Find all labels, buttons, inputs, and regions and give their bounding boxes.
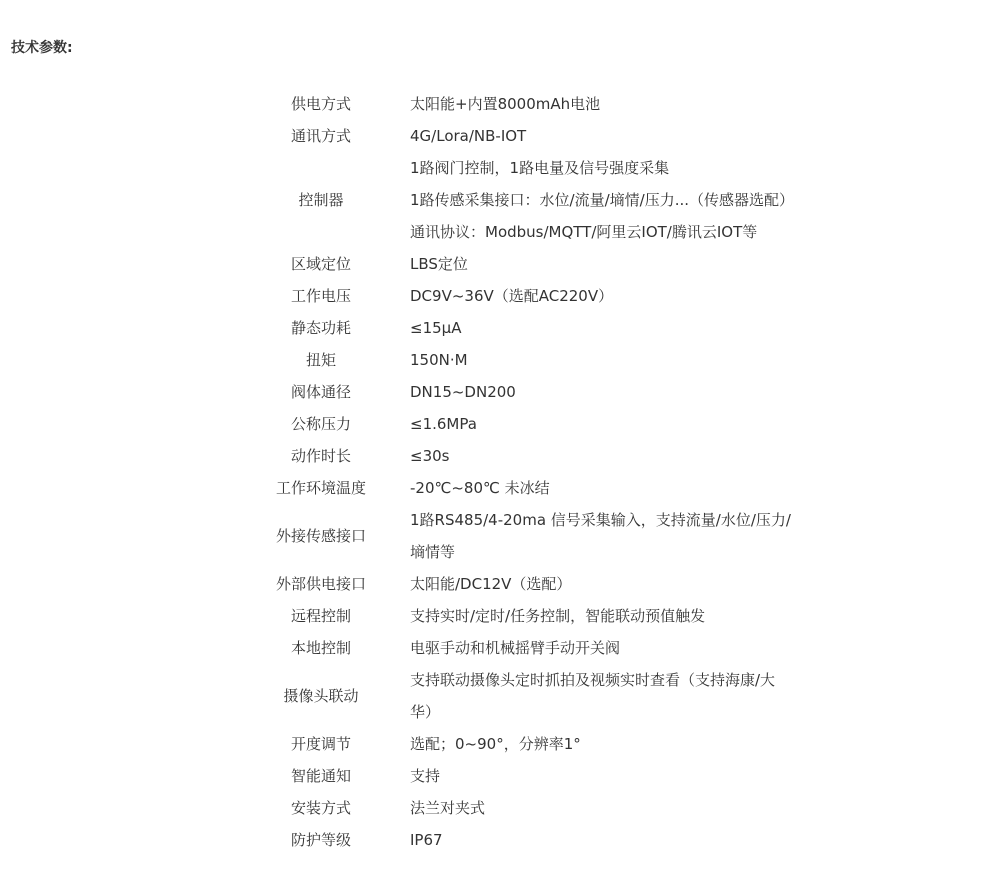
spec-row [258, 248, 833, 280]
spec-value-line: 支持 [410, 767, 441, 785]
spec-label: 区域定位 [290, 255, 351, 273]
spec-value-line: 支持实时/定时/任务控制，智能联动预值触发 [410, 607, 706, 625]
spec-value-line: 太阳能+内置8000mAh电池 [410, 95, 601, 113]
spec-label: 远程控制 [290, 607, 351, 625]
spec-label: 控制器 [298, 191, 344, 209]
spec-value [384, 760, 833, 792]
spec-row [258, 664, 833, 728]
spec-value [384, 792, 833, 824]
spec-row [258, 344, 833, 376]
spec-value-line: 通讯协议：Modbus/MQTT/阿里云IOT/腾讯云IOT等 [410, 223, 758, 241]
spec-row [258, 376, 833, 408]
spec-row [258, 152, 833, 248]
spec-value [384, 312, 833, 344]
spec-value [384, 376, 833, 408]
spec-value [384, 344, 833, 376]
spec-value-line: ≤1.6MPa [410, 415, 477, 433]
spec-value-line: 太阳能/DC12V（选配） [410, 575, 572, 593]
spec-row [258, 728, 833, 760]
spec-value [384, 120, 833, 152]
spec-label: 摄像头联动 [283, 687, 359, 705]
spec-value [384, 472, 833, 504]
spec-row [258, 472, 833, 504]
spec-value [384, 632, 833, 664]
spec-table-body [258, 88, 833, 856]
spec-label: 外接传感接口 [275, 527, 366, 545]
spec-label: 本地控制 [290, 639, 351, 657]
spec-value-line: 1路RS485/4-20ma 信号采集输入，支持流量/水位/压力/ [410, 511, 791, 529]
spec-value-line: IP67 [410, 831, 443, 849]
spec-label: 安装方式 [290, 799, 351, 817]
spec-row [258, 408, 833, 440]
spec-value-line: DN15~DN200 [410, 383, 516, 401]
spec-value [384, 408, 833, 440]
spec-row [258, 760, 833, 792]
spec-value [384, 824, 833, 856]
spec-value-line: LBS定位 [410, 255, 468, 273]
spec-label: 阀体通径 [290, 383, 351, 401]
spec-value [384, 280, 833, 312]
spec-row [258, 600, 833, 632]
spec-row [258, 312, 833, 344]
spec-label: 公称压力 [290, 415, 351, 433]
section-heading: 技术参数: [11, 40, 73, 56]
spec-value [384, 664, 833, 728]
spec-label: 扭矩 [305, 351, 336, 369]
spec-table [258, 88, 833, 856]
spec-label: 静态功耗 [290, 319, 351, 337]
spec-label: 工作电压 [290, 287, 351, 305]
spec-row [258, 440, 833, 472]
spec-label: 智能通知 [290, 767, 351, 785]
spec-value-line: 150N·M [410, 351, 468, 369]
spec-row [258, 824, 833, 856]
spec-value-line: 4G/Lora/NB-IOT [410, 127, 527, 145]
spec-value [384, 152, 833, 248]
spec-value-line: 支持联动摄像头定时抓拍及视频实时查看（支持海康/大 [410, 671, 776, 689]
spec-row [258, 280, 833, 312]
spec-value-line: DC9V~36V（选配AC220V） [410, 287, 614, 305]
spec-row [258, 504, 833, 568]
spec-label: 工作环境温度 [275, 479, 366, 497]
spec-row [258, 632, 833, 664]
spec-value-line: ≤15μA [410, 319, 462, 337]
spec-value-line: 1路传感采集接口：水位/流量/墒情/压力...（传感器选配） [410, 191, 795, 209]
spec-row [258, 88, 833, 120]
spec-label: 外部供电接口 [275, 575, 366, 593]
spec-value [384, 440, 833, 472]
spec-label: 通讯方式 [290, 127, 351, 145]
spec-value-line: 华） [410, 703, 441, 721]
spec-value-line: 墒情等 [410, 543, 456, 561]
spec-label: 动作时长 [290, 447, 351, 465]
spec-value [384, 728, 833, 760]
spec-value [384, 248, 833, 280]
spec-value-line: 1路阀门控制，1路电量及信号强度采集 [410, 159, 670, 177]
spec-row [258, 568, 833, 600]
spec-label: 防护等级 [290, 831, 351, 849]
spec-value-line: -20℃~80℃ 未冰结 [410, 479, 550, 497]
spec-value [384, 88, 833, 120]
spec-value [384, 600, 833, 632]
spec-label: 开度调节 [290, 735, 351, 753]
spec-value-line: 选配；0~90°，分辨率1° [410, 735, 581, 753]
spec-value-line: 电驱手动和机械摇臂手动开关阀 [410, 639, 621, 657]
spec-row [258, 792, 833, 824]
spec-row [258, 120, 833, 152]
spec-value [384, 568, 833, 600]
spec-value [384, 504, 833, 568]
spec-value-line: ≤30s [410, 447, 450, 465]
spec-label: 供电方式 [290, 95, 351, 113]
spec-value-line: 法兰对夹式 [410, 799, 486, 817]
